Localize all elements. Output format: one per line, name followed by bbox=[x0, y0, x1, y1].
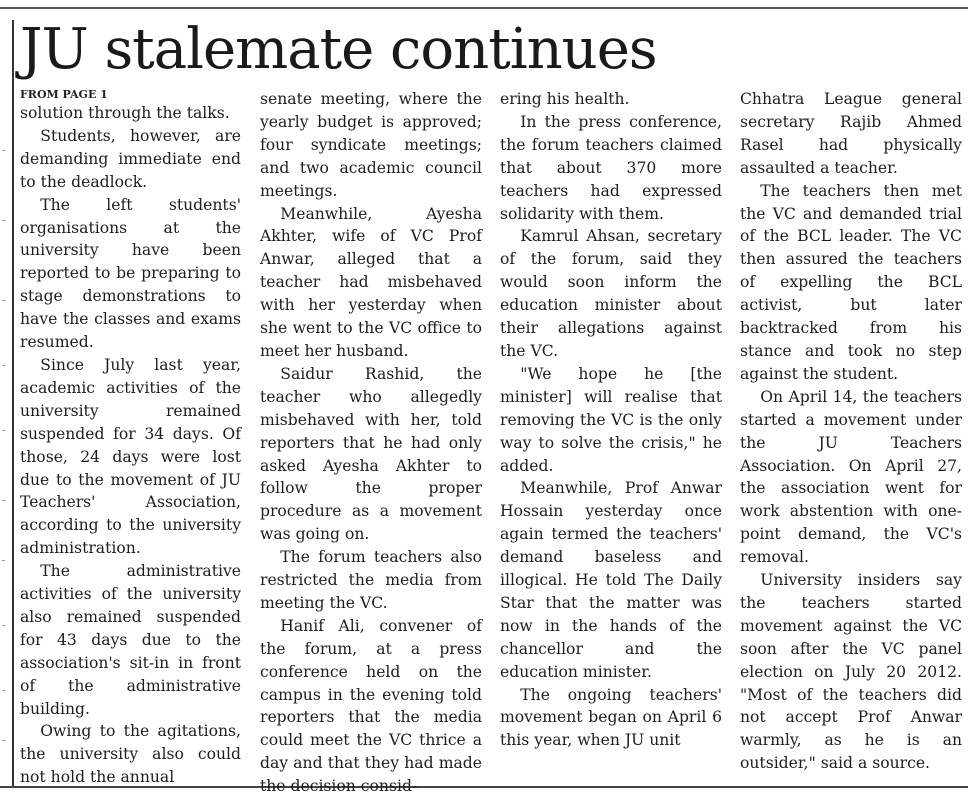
article-paragraph: The teachers then met the VC and demanded trial of the BCL leader. The VC then assured the teachers of expelling the BCL activist, but later backtracked from his stance and took no step against the student. bbox=[740, 181, 962, 383]
left-column-rule bbox=[12, 20, 14, 786]
margin-tick bbox=[2, 690, 5, 691]
article-column-1 bbox=[20, 102, 241, 786]
headline: JU stalemate continues bbox=[20, 17, 657, 82]
article-column-3 bbox=[500, 88, 722, 786]
article-paragraph: Since July last year, academic activities of the university remained suspended for 34 days. Of those, 24 days were lost due to the movement of JU Teachers' Association, according to the university administration. bbox=[20, 355, 241, 558]
margin-tick bbox=[2, 625, 5, 626]
article-paragraph: "We hope he [the minister] will realise that removing the VC is the only way to solve the crisis," he added. bbox=[500, 364, 722, 475]
margin-tick bbox=[2, 220, 5, 221]
top-rule bbox=[0, 7, 968, 9]
article-paragraph: Students, however, are demanding immediate end to the deadlock. bbox=[20, 126, 241, 191]
article-paragraph: The ongoing teachers' movement began on April 6 this year, when JU unit bbox=[500, 685, 722, 750]
article-paragraph: solution through the talks. bbox=[20, 104, 230, 122]
margin-tick bbox=[2, 560, 5, 561]
margin-tick bbox=[2, 430, 5, 431]
article-paragraph: On April 14, the teachers started a movement under the JU Teachers Association. On April 27, the association went for work abstention with one-point demand, the VC's removal. bbox=[740, 387, 962, 567]
article-paragraph: Kamrul Ahsan, secretary of the forum, said they would soon inform the education minister about their allegations against the VC. bbox=[500, 227, 722, 360]
article-column-4 bbox=[740, 88, 962, 786]
kicker-from-page: FROM PAGE 1 bbox=[20, 88, 108, 101]
margin-tick bbox=[2, 740, 5, 741]
article-paragraph: Chhatra League general secretary Rajib Ahmed Rasel had physically assaulted a teacher. bbox=[740, 90, 962, 177]
margin-tick bbox=[2, 500, 5, 501]
article-paragraph: Meanwhile, Prof Anwar Hossain yesterday once again termed the teachers' demand baseless and illogical. He told The Daily Star that the matter was now in the hands of the chancellor and the education minister. bbox=[500, 479, 722, 681]
article-paragraph: Saidur Rashid, the teacher who allegedly misbehaved with her, told reporters that he had only asked Ayesha Akhter to follow the proper procedure as a movement was going on. bbox=[260, 364, 482, 544]
article-paragraph: The left students' organisations at the university have been reported to be preparing to stage demonstrations to have the classes and exams resumed. bbox=[20, 195, 241, 352]
article-paragraph: Hanif Ali, convener of the forum, at a press conference held on the campus in the evening told reporters that the media could meet the VC thrice a day and that they had made the decision consid- bbox=[260, 616, 482, 796]
article-paragraph: ering his health. bbox=[500, 90, 630, 108]
article-paragraph: Meanwhile, Ayesha Akhter, wife of VC Prof Anwar, alleged that a teacher had misbehaved with her yesterday when she went to the VC office to meet her husband. bbox=[260, 204, 482, 360]
article-paragraph: Owing to the agitations, the university also could not hold the annual bbox=[20, 722, 241, 787]
article-paragraph: The administrative activities of the university also remained suspended for 43 days due to the association's sit-in in front of the administrative building. bbox=[20, 562, 241, 718]
article-paragraph: senate meeting, where the yearly budget is approved; four syndicate meetings; and two academic council meetings. bbox=[260, 90, 482, 200]
article-column-2 bbox=[260, 88, 482, 796]
article-paragraph: University insiders say the teachers started movement against the VC soon after the VC panel election on July 20 2012. "Most of the teachers did not accept Prof Anwar warmly, as he is an outsider," said a source. bbox=[740, 571, 962, 773]
margin-tick bbox=[2, 300, 5, 301]
margin-tick bbox=[2, 150, 5, 151]
margin-tick bbox=[2, 365, 5, 366]
article-paragraph: The forum teachers also restricted the media from meeting the VC. bbox=[260, 548, 482, 612]
article-paragraph: In the press conference, the forum teachers claimed that about 370 more teachers had expressed solidarity with them. bbox=[500, 112, 722, 223]
